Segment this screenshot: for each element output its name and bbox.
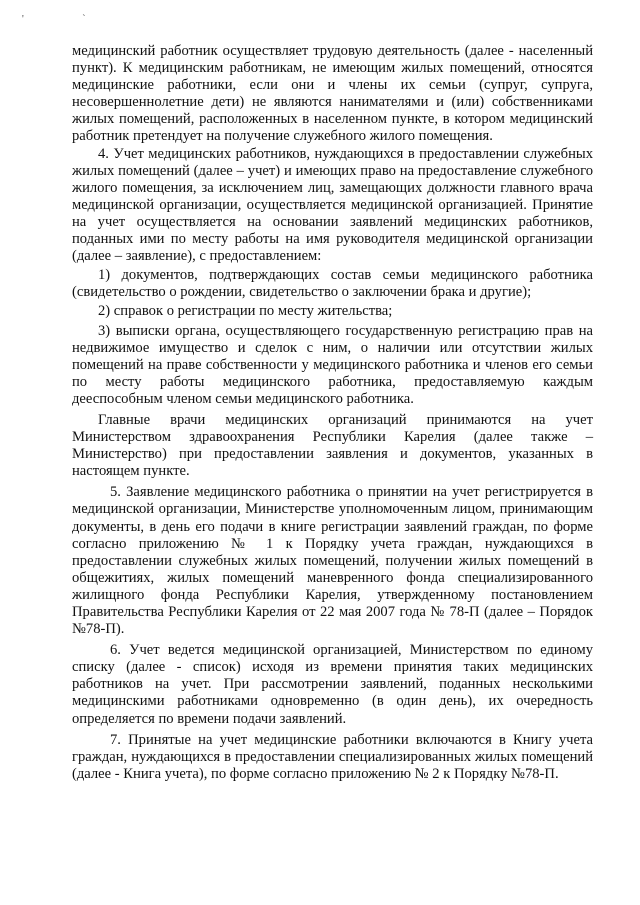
- paragraph-item-5: 5. Заявление медицинского работника о принятии на учет регистрируется в медицинской организации, Министерстве уполномоченным лицом, принимающим документы, в день его подачи в книге регистрации заявлений граждан, по форме согласно приложению № 1 к Порядку учета граждан, нуждающихся в предоставлении служебных жилых помещений, получении жилых помещений в общежитиях, жилых помещений маневренного фонда специализированного жилищного фонда Республики Карелия, утвержденному постановлением Правительства Республики Карелия от 22 мая 2007 года № 78-П (далее – Порядок №78-П).: [72, 484, 593, 638]
- paragraph-item-4: 4. Учет медицинских работников, нуждающихся в предоставлении служебных жилых помещений (далее – учет) и имеющих право на предоставление служебного жилого помещения, за исключением лиц, замещающих должности главного врача медицинской организации, осуществляется медицинской организацией. Принятие на учет осуществляется на основании заявлений медицинских работников, поданных ими по месту работы на имя руководителя медицинской организации (далее – заявление), с предоставлением:: [72, 145, 593, 265]
- paragraph-subitem-2: 2) справок о регистрации по месту жительства;: [98, 303, 393, 320]
- paragraph-subitem-3: 3) выписки органа, осуществляющего государственную регистрацию прав на недвижимое имущество и сделок с ним, о наличии или отсутствии жилых помещений на праве собственности у медицинского работника и членов его семьи по месту работы медицинского работника, предоставляемую каждым дееспособным членом семьи медицинского работника.: [72, 322, 593, 407]
- paragraph-chief-doctors: Главные врачи медицинских организаций принимаются на учет Министерством здравоохранения Республики Карелия (далее также – Министерство) при предоставлении заявления и документов, указанных в настоящем пункте.: [72, 411, 593, 480]
- document-page: [72, 43, 593, 783]
- paragraph-continuation: медицинский работник осуществляет трудовую деятельность (далее - населенный пункт). К медицинским работникам, не имеющим жилых помещений, относятся медицинские работники, если они и члены их семьи (супруг, супруга, несовершеннолетние дети) не являются нанимателями и (или) собственниками жилых помещений, расположенных в населенном пункте, в котором медицинский работник претендует на получение служебного жилого помещения.: [72, 43, 593, 145]
- scan-marks: ' `: [22, 14, 114, 25]
- paragraph-item-6: 6. Учет ведется медицинской организацией, Министерством по единому списку (далее - список) исходя из времени принятия таких медицинских работников на учет. При рассмотрении заявлений, поданных несколькими медицинскими работниками одновременно (в один день), их очередность определяется по времени подачи заявлений.: [72, 642, 593, 727]
- paragraph-subitem-1: 1) документов, подтверждающих состав семьи медицинского работника (свидетельство о рождении, свидетельство о заключении брака и другие);: [72, 267, 593, 301]
- paragraph-item-7: 7. Принятые на учет медицинские работники включаются в Книгу учета граждан, нуждающихся в предоставлении специализированных жилых помещений (далее - Книга учета), по форме согласно приложению № 2 к Порядку №78-П.: [72, 731, 593, 782]
